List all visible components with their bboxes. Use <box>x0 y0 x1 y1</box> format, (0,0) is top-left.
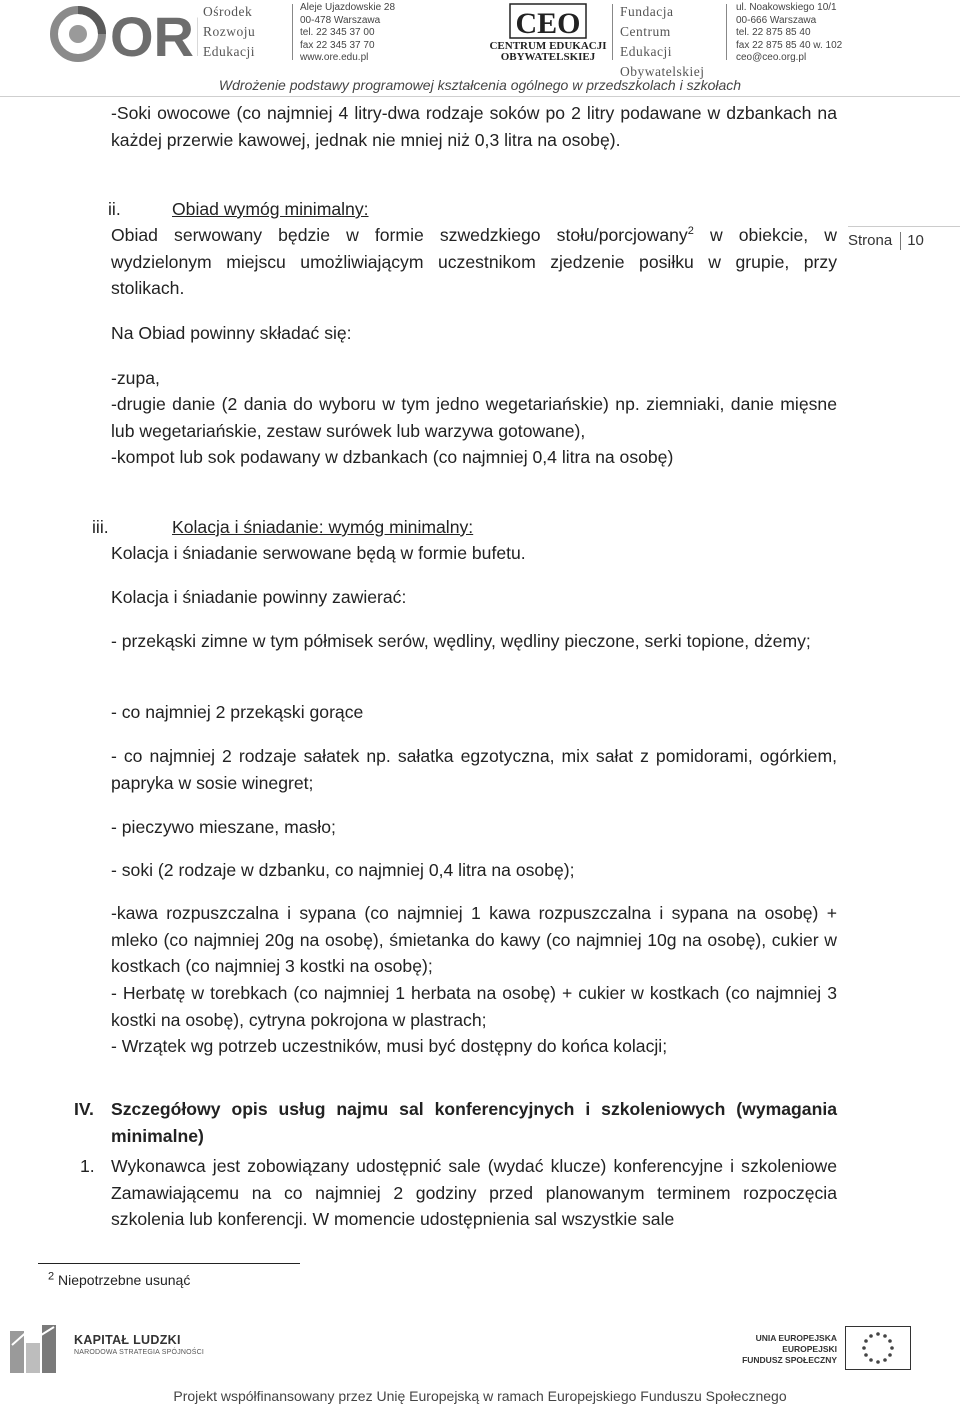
ceo-logo-text: CEO <box>515 7 581 40</box>
page-number: 10 <box>907 232 924 249</box>
eu-text-line: EUROPEJSKI <box>782 1344 837 1354</box>
section-marker: iii. <box>92 517 109 537</box>
eu-flag-icon <box>845 1326 911 1370</box>
header-divider <box>612 4 613 60</box>
list-item: - przekąski zimne w tym półmisek serów, wędliny, wędliny pieczone, serki topione, dżemy; <box>111 631 811 651</box>
soki-paragraph: -Soki owocowe (co najmniej 4 litry-dwa rodzaje soków po 2 litry podawane w dzbankach na każdej przerwie kawowej, jednak nie mniej niż 0,3 litra na osobę). <box>111 103 837 150</box>
page-label-rule <box>848 226 960 227</box>
page-label-word: Strona <box>848 232 893 249</box>
ore-institution-name <box>203 2 283 62</box>
header-divider <box>726 4 727 60</box>
footnote-number: 2 <box>48 1270 55 1283</box>
ceo-name-line: Centrum <box>620 24 671 39</box>
eu-text <box>727 1333 837 1366</box>
ceo-name-line: Fundacja <box>620 4 674 19</box>
ore-name-line: Edukacji <box>203 44 255 59</box>
ceo-institution-name <box>620 2 720 82</box>
text-run: Obiad serwowany będzie w formie szwedzkiego stołu/porcjowany <box>111 225 688 245</box>
list-item: -drugie danie (2 dania do wyboru w tym jedno wegetariańskie) np. ziemniaki, danie mięsne lub wegetariańskie, zestaw surówek lub warzywa gotowane), <box>111 394 837 441</box>
header-divider <box>292 4 293 60</box>
ore-contact <box>300 2 395 65</box>
ore-name-line: Rozwoju <box>203 24 256 39</box>
section-title: Obiad wymóg minimalny: <box>172 199 369 219</box>
ore-contact-line: fax 22 345 37 70 <box>300 39 375 51</box>
ceo-logo-caption: CENTRUM EDUKACJI <box>489 40 607 52</box>
section-marker: ii. <box>108 199 121 219</box>
ore-contact-line: Aleje Ujazdowskie 28 <box>300 2 396 13</box>
list-item: - Wrzątek wg potrzeb uczestników, musi być dostępny do końca kolacji; <box>111 1036 668 1056</box>
ore-contact-line: tel. 22 345 37 00 <box>300 27 375 38</box>
ceo-logo <box>488 2 608 62</box>
footnote-text: Niepotrzebne usunąć <box>58 1272 191 1288</box>
header-rule <box>0 96 960 97</box>
kolacja-paragraph: Kolacja i śniadanie serwowane będą w formie bufetu. <box>111 543 526 563</box>
list-item: - pieczywo mieszane, masło; <box>111 817 336 837</box>
ceo-logo-caption: OBYWATELSKIEJ <box>500 51 596 62</box>
obiad-intro: Na Obiad powinny składać się: <box>111 323 352 343</box>
ceo-name-line: Obywatelskiej <box>620 64 705 79</box>
eu-text-line: FUNDUSZ SPOŁECZNY <box>742 1355 837 1365</box>
footnote <box>48 1272 190 1288</box>
kapital-ludzki-title: KAPITAŁ LUDZKI <box>74 1333 181 1347</box>
ceo-contact-line: fax 22 875 85 40 w. 102 <box>736 39 843 51</box>
list-item: - co najmniej 2 przekąski gorące <box>111 702 364 722</box>
ceo-contact-line: ceo@ceo.org.pl <box>736 52 807 63</box>
list-item: - Herbatę w torebkach (co najmniej 1 herbata na osobę) + cukier w kostkach (co najmniej 3 kostki na osobę), cytryna pokrojona w plastrach; <box>111 983 837 1030</box>
list-item: -kawa rozpuszczalna i sypana (co najmniej 1 kawa rozpuszczalna i sypana na osobę) + mleko (co najmniej 20g na osobę), śmietanka do kawy (co najmniej 10g na osobę), cukier w kostkach (co najmniej 3 kostki na osobę); <box>111 903 837 976</box>
ore-contact-line: 00-478 Warszawa <box>300 14 381 26</box>
footnote-rule <box>38 1263 300 1264</box>
page-number-label <box>848 232 924 250</box>
kapital-ludzki-subtitle: NARODOWA STRATEGIA SPÓJNOŚCI <box>74 1349 205 1356</box>
text-run: w obiekcie, w wydzielonym miejscu umożliwiającym uczestnikom zjedzenie posiłku w grupie, przy stolikach. <box>111 225 837 298</box>
section-heading: Szczegółowy opis usług najmu sal konferencyjnych i szkoleniowych (wymagania minimalne) <box>111 1099 837 1146</box>
list-marker: 1. <box>80 1156 95 1176</box>
obiad-paragraph <box>111 222 837 302</box>
section-title: Kolacja i śniadanie: wymóg minimalny: <box>172 517 474 537</box>
ceo-name-line: Edukacji <box>620 44 672 59</box>
ceo-contact-line: 00-666 Warszawa <box>736 14 817 26</box>
ceo-contact-line: tel. 22 875 85 40 <box>736 27 811 38</box>
list-item: Wykonawca jest zobowiązany udostępnić sale (wydać klucze) konferencyjne i szkoleniowe Zamawiającemu na co najmniej 2 godziny przed planowanym terminem rozpoczęcia szkolenia lub konferencji. W momencie udostępnienia sal wszystkie sale <box>111 1156 837 1229</box>
ore-logo <box>48 4 198 64</box>
list-item: - soki (2 rodzaje w dzbanku, co najmniej 0,4 litra na osobę); <box>111 860 575 880</box>
list-item: - co najmniej 2 rodzaje sałatek np. sałatka egzotyczna, mix sałat z pomidorami, ogórkiem, papryka w sosie winegret; <box>111 746 837 793</box>
footer-funding-line: Projekt współfinansowany przez Unię Europejską w ramach Europejskiego Funduszu Społecznego <box>173 1388 787 1404</box>
header-subtitle: Wdrożenie podstawy programowej kształcenia ogólnego w przedszkolach i szkołach <box>218 77 742 93</box>
footnote-ref: 2 <box>687 225 694 238</box>
ceo-contact-line: ul. Noakowskiego 10/1 <box>736 2 837 13</box>
ore-contact-line: www.ore.edu.pl <box>300 52 369 63</box>
ore-logo-text: OR <box>110 5 194 64</box>
list-item: -kompot lub sok podawany w dzbankach (co najmniej 0,4 litra na osobę) <box>111 447 674 467</box>
ceo-contact <box>736 2 842 65</box>
eu-text-line: UNIA EUROPEJSKA <box>755 1333 837 1343</box>
kapital-ludzki-logo-icon <box>8 1325 68 1377</box>
section-marker: IV. <box>74 1099 94 1119</box>
ore-name-line: Ośrodek <box>203 4 253 19</box>
kapital-ludzki-text <box>74 1333 204 1356</box>
kolacja-intro: Kolacja i śniadanie powinny zawierać: <box>111 587 407 607</box>
list-item: -zupa, <box>111 368 160 388</box>
